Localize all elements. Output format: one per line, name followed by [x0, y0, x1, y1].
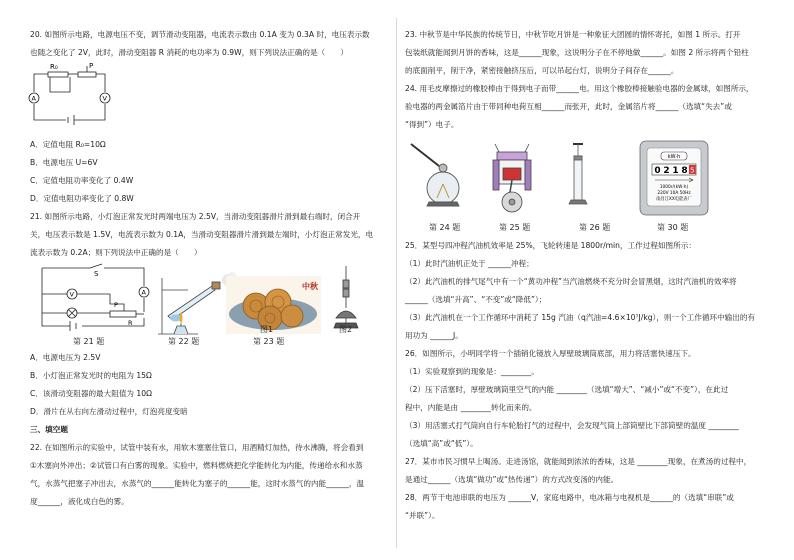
q20-line-2: 也随之变化了 2V，此时，滑动变阻器 R 消耗的电功率为 0.9W，则下列说法正确的是（ ）: [30, 48, 348, 57]
q26-line-6: （选填“高”或“低”）。: [405, 439, 478, 448]
meter-unit-label: kW·h: [667, 154, 681, 160]
meter-spec-3: 南昌江XX电能表厂: [656, 197, 692, 202]
q28-line-1: 28．两节干电池串联的电压为 ______V，家庭电路中，电冰箱与电视机是______的（选填“串联”或: [405, 493, 734, 502]
q20-line-1: 20. 如图所示电路，电源电压不变，调节滑动变阻器，电流表示数由 0.1A 变为 0.3A 时，电压表示数: [30, 30, 370, 39]
q21-line-1: 21. 如图所示电路，小灯泡正常发光时两端电压为 2.5V，当滑动变阻器滑片滑到最右端时，闭合开: [30, 212, 361, 221]
q21-voltmeter-label: V: [69, 290, 74, 299]
caption-q22: 第 22 题: [168, 337, 200, 346]
q23-line-2: 包装纸就能闻到月饼的香味，这是______现象，这说明分子在不停地做______。如图 2 所示将两个铅柱: [405, 48, 749, 57]
q20-voltmeter-label: V: [102, 94, 107, 103]
q25-engine-cylinder-figure: [483, 142, 541, 214]
q27-line-1: 27．某市市民习惯早上喝汤。走进汤馆，就能闻到浓浓的香味，这是 ________现象，在煮汤的过程中，: [405, 457, 752, 466]
caption-q23: 第 23 题: [253, 337, 285, 346]
q22-test-tube-apparatus: [148, 272, 238, 336]
meter-digit-2: 2: [663, 166, 670, 176]
q20-circuit-diagram: [30, 62, 130, 128]
q26-line-5: （3）用活塞式打气筒向自行车轮胎打气的过程中，会发现气筒上部筒壁比下部筒壁的温度 ________: [405, 421, 739, 430]
q26-line-3: （2）压下活塞时，厚壁玻璃筒里空气的内能 ________（选填“增大”、“减小”或“不变”），在此过: [405, 385, 729, 394]
q21-line-2: 关，电压表示数是 1.5V，电流表示数为 0.1A，当滑动变阻器滑片滑到最左端时，小灯泡正常发光，电: [30, 230, 374, 239]
q21-option-d: D．滑片在从右向左滑动过程中，灯泡亮度变暗: [30, 407, 188, 416]
caption-q30: 第 30 题: [657, 223, 689, 232]
q20-ammeter-label: A: [31, 94, 36, 103]
q22-line-1: 22. 在如图所示的实验中，试管中装有水，用软木塞塞住管口，用酒精灯加热，待水沸腾，将会看到: [30, 443, 364, 452]
q24-line-1: 24. 用毛皮摩擦过的橡胶棒由于得到电子而带______电。用这个橡胶棒接触验电器的金属球，如图所示，: [405, 84, 754, 93]
q27-line-2: 是通过______（选填“做功”或“热传递”）的方式改变汤的内能。: [405, 475, 619, 484]
q21-line-3: 流表示数为 0.2A；则下列说法中正确的是（ ）: [30, 248, 202, 257]
q26-line-1: 26．如图所示，小明同学将一个插销化镜放入厚壁玻璃筒底部，用力将活塞快速压下。: [405, 349, 696, 358]
q21-r-label: R: [128, 319, 133, 327]
column-divider: [396, 18, 397, 548]
q30-electricity-meter-figure: [639, 140, 709, 216]
q24-line-2: 验电器的两金属箔片由于带同种电荷互相______而张开，此时，金属箔片将______（选填“失去”或: [405, 102, 732, 111]
meter-digit-4: 8: [681, 166, 688, 176]
q21-ammeter-label: A: [141, 288, 146, 297]
section-title: 三、填空题: [30, 425, 68, 434]
q24-electroscope-figure: [407, 140, 469, 212]
q25-line-6: 用功为 ______J。: [405, 331, 463, 340]
q20-option-a: A．定值电阻 R₀=10Ω: [30, 140, 106, 149]
caption-q24: 第 24 题: [429, 223, 461, 232]
q20-option-c: C．定值电阻功率变化了 0.4W: [30, 176, 134, 185]
meter-spec-1: 1000r/(kW·h): [659, 185, 689, 190]
q25-line-4: ______（选填“升高”、“不变”或“降低”）；: [405, 295, 547, 304]
q21-p-label: P: [114, 301, 118, 309]
meter-digit-3: 1: [672, 166, 679, 176]
q20-r0-label: R₀: [50, 63, 58, 71]
q23-line-1: 23. 中秋节是中华民族的传统节日，中秋节吃月饼是一种象征大团圆的情怀寄托，如图 1 所示。打开: [405, 30, 741, 39]
q22-line-3: 气，水蒸气把塞子冲出去，水蒸气的______能转化为塞子的______能，这时水蒸气的内能______，温: [30, 479, 365, 488]
caption-q21: 第 21 题: [73, 337, 105, 346]
q25-line-5: （3）此汽油机在一个工作循环中消耗了 15g 汽油（q汽油=4.6×10⁷J/kg），则一个工作循环中输出的有: [405, 313, 756, 322]
q25-line-3: （2）此汽油机的排气尾气中有一个“黄功冲程”当汽油燃烧不充分时会冒黑烟，这时汽油机的效率将: [405, 277, 737, 286]
q21-option-c: C．该滑动变阻器的最大阻值为 10Ω: [30, 389, 152, 398]
q23-mooncake-figure: [226, 276, 321, 334]
q22-line-4: 度______，液化成白色的雾。: [30, 497, 129, 506]
caption-fig2: 图2: [339, 325, 353, 334]
meter-digit-1: 0: [654, 166, 661, 176]
q26-line-2: （1）实验观察到的现象是：________。: [405, 367, 539, 376]
q28-line-2: “并联”）。: [405, 511, 440, 520]
q20-p-label: P: [89, 62, 94, 70]
q21-switch-label: S: [94, 270, 99, 278]
q25-line-1: 25．某型号四冲程汽油机效率是 25%，飞轮转速是 1800r/min，工作过程如图所示：: [405, 241, 696, 250]
mooncake-stamp-text: 中秋: [302, 282, 318, 291]
q24-line-3: “得到”）电子。: [405, 120, 459, 129]
caption-q26: 第 26 题: [579, 223, 611, 232]
q26-glass-cylinder-figure: [563, 142, 593, 214]
caption-q25: 第 25 题: [499, 223, 531, 232]
q20-option-d: D．定值电阻功率变化了 0.8W: [30, 194, 134, 203]
q22-line-2: ①木塞向外冲出；②试管口有白雾的现象。实验中，燃料燃烧把化学能转化为内能，传递给水和水蒸: [30, 461, 363, 470]
q25-line-2: （1）此时汽油机正处于 ______冲程；: [405, 259, 534, 268]
meter-digit-decimal: 5: [690, 166, 695, 175]
q21-circuit-diagram: [40, 266, 150, 332]
q21-option-a: A．电源电压为 2.5V: [30, 353, 101, 362]
q26-line-4: 程中，内能是由 ________转化而来的。: [405, 403, 537, 412]
meter-spec-2: 220V 10A 50Hz: [657, 191, 691, 196]
q21-option-b: B．小灯泡正常发光时的电阻为 15Ω: [30, 371, 152, 380]
q23-line-3: 的底面削平，削干净，紧密接触挤压后，可以吊起台灯，说明分子间存在______。: [405, 66, 679, 75]
q20-option-b: B．电源电压 U=6V: [30, 158, 98, 167]
caption-fig1: 图1: [260, 325, 274, 334]
